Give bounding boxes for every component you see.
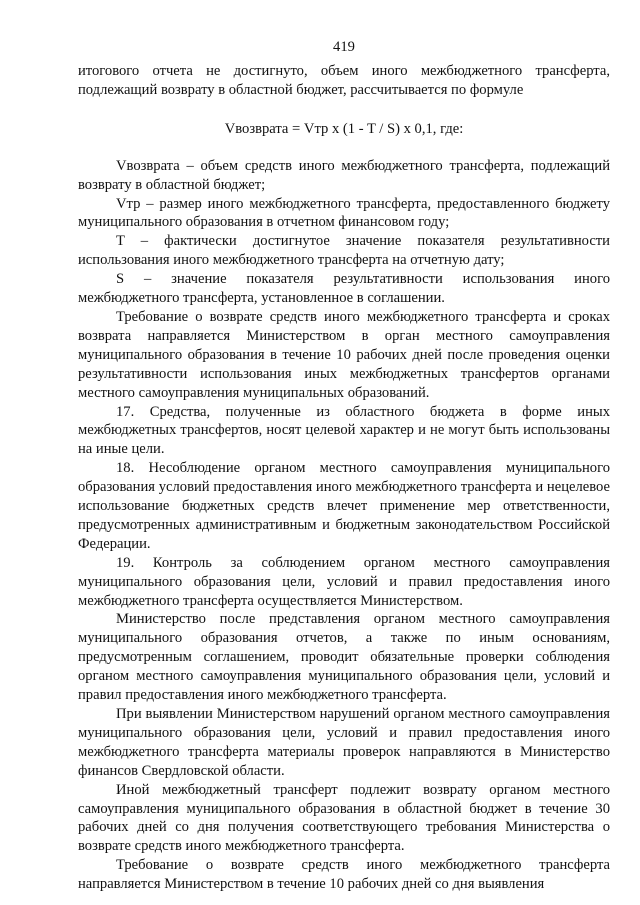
paragraph-clause-17: 17. Средства, полученные из областного бюджета в форме иных межбюджетных трансфертов, носят целевой характер и не могут быть использованы на иные цели. bbox=[78, 403, 610, 458]
paragraph-definition-t: T – фактически достигнутое значение показателя результативности использования иного межбюджетного трансферта на отчетную дату; bbox=[78, 233, 610, 269]
paragraph-definition-vreturn: Vвозврата – объем средств иного межбюджетного трансферта, подлежащий возврату в областной бюджет; bbox=[78, 157, 610, 193]
paragraph-definition-vtr: Vтр – размер иного межбюджетного трансферта, предоставленного бюджету муниципального образования в отчетном финансовом году; bbox=[78, 195, 610, 231]
paragraph-continuation: итогового отчета не достигнуто, объем иного межбюджетного трансферта, подлежащий возврату в областной бюджет, рассчитывается по формуле bbox=[78, 63, 610, 98]
paragraph-violations: При выявлении Министерством нарушений органом местного самоуправления муниципального образования цели, условий и правил предоставления иного межбюджетного трансферта материалы проверок направляются в Министерство финансов Свердловской области. bbox=[78, 706, 610, 779]
paragraph-return-request: Требование о возврате средств иного межбюджетного трансферта направляется Министерством в течение 10 рабочих дней со дня выявления bbox=[78, 857, 610, 893]
paragraph-transfer-return: Иной межбюджетный трансферт подлежит возврату органом местного самоуправления муниципального образования в областной бюджет в течение 30 рабочих дней со дня получения соответствующего требования Министерства о возврате средств иного межбюджетного трансферта. bbox=[78, 781, 610, 855]
paragraph-ministry-checks: Министерство после представления органом местного самоуправления муниципального образования отчетов, а также по иным основаниям, предусмотренным соглашением, проводит обязательные проверки соблюдения органом местного самоуправления муниципального образования цели, условий и правил предоставления иного межбюджетного трансферта. bbox=[78, 611, 610, 704]
paragraph-return-requirement: Требование о возврате средств иного межбюджетного трансферта и сроках возврата направляется Министерством в орган местного самоуправления муниципального образования в течение 10 рабочих дней после проведения оценки результативности использования иных межбюджетных трансфертов органами местного самоуправления муниципальных образований. bbox=[78, 308, 610, 401]
document-page bbox=[78, 38, 610, 894]
formula: Vвозврата = Vтр x (1 - T / S) x 0,1, где: bbox=[224, 120, 464, 137]
paragraph-clause-19: 19. Контроль за соблюдением органом местного самоуправления муниципального образования цели, условий и правил предоставления иного межбюджетного трансферта осуществляется Министерством. bbox=[78, 554, 610, 609]
paragraph-clause-18: 18. Несоблюдение органом местного самоуправления муниципального образования условий предоставления иного межбюджетного трансферта и нецелевое использование бюджетных средств влечет применение мер ответственности, предусмотренных административным и бюджетным законодательством Российской Федерации. bbox=[78, 460, 610, 552]
page-number: 419 bbox=[333, 39, 355, 55]
paragraph-definition-s: S – значение показателя результативности использования иного межбюджетного трансферта, установленное в соглашении. bbox=[78, 271, 610, 307]
